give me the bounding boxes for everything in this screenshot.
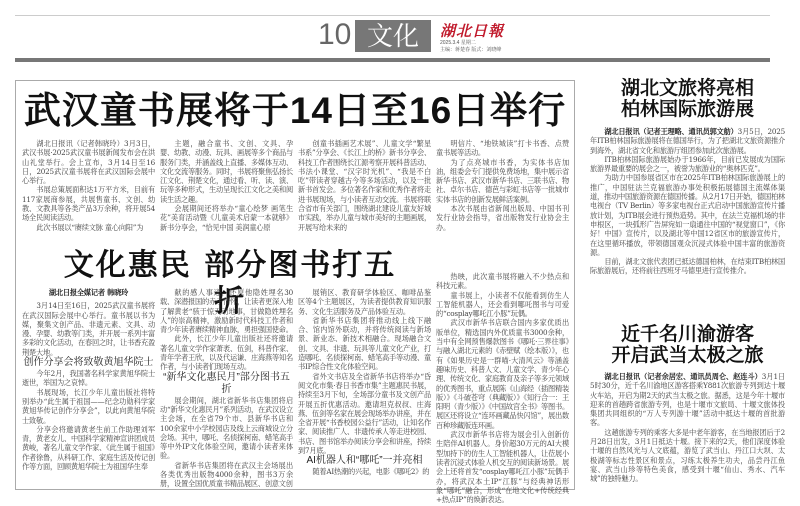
paragraph: ITB柏林国际旅游展始办于1966年，目前已发展成为国际旅游界最重要的展会之一，被誉为旅游业的“奥林匹克”。 [590, 154, 785, 174]
paragraph: 展会期间，湖北省新华书店集团将启动“新华文化惠民月”系列活动，在武汉设立主会场，在全省79个市、县新华书店和100余家中小学校园店及线上云商城设立分会场。其中，哪吒、名侦探柯南、蜡笔高手等中外IP文化体验空间，邀请小读者来体验。 [160, 395, 293, 461]
page-number: 10 [318, 18, 352, 51]
main-col-2 [160, 139, 293, 232]
paragraph: 献的感人事迹，还原他隐姓埋名30载、深潜报国的赤子情怀，让读者更深入地了解黄老“骇于惊天动地事，甘做隐姓埋名人”的崇高精神，激励新时代科技工作者和青少年读者赓续精神血脉，勇担强国使命。 [160, 288, 293, 335]
second-col-2 [160, 288, 293, 489]
paragraph: 本次书展由省新闻出版局、中国书刊发行业协会指导，省出版物发行业协会主办。 [436, 204, 569, 232]
paragraph: 3月14日至16日，2025武汉童书展将在武汉国际会展中心举行。童书展以书为媒，聚集文创产品、非遗元素、文具、动漫、孕婴、幼教等门类，并开展一系列丰富多彩的文化活动，在春回之时，让书香充盈荆楚大地。 [22, 301, 155, 357]
masthead-meta [440, 40, 501, 53]
sidebar-body-1 [590, 127, 785, 276]
section-label: 文化 [355, 20, 431, 52]
paragraph: 书展现场，长江少年儿童出版社将特别举办“此生属于祖国——纪念功勋科学家黄旭华传记创作分享会”，以此向黄旭华院士致敬。 [22, 387, 155, 425]
issue-date: 2025.3.4 星期二 [440, 40, 476, 46]
paragraph: 省新华书店集团将在武汉主会场展出各类优秀出版物4000余种，图书3万余册，设置全国优质童书精品展区、创意文创 [160, 460, 293, 489]
lead-text: 3月1日5时30分，近千名川渝地区游客搭乘Y881次旅游专列到达十堰火车站，开启为期2天的武当太极之旅。据悉，这是今年十堰市迎来的首趟跨省旅游专列，也是十堰市文旅局、十堰文旅体投集团共同组织的“万人专列游十堰”活动中抵达十堰的首批游客。 [590, 372, 785, 428]
top-rule [15, 15, 770, 16]
byline: 湖北日报全媒记者 韩晓玲 [48, 288, 129, 297]
main-col-4 [436, 139, 569, 232]
lead-text: 3月5日，2025年ITB柏林国际旅游展将在德国举行，为了把湖北文旅资源推介到海外，湖北省文化和旅游厅组团参加此次旅游展。 [590, 127, 786, 155]
second-col-1 [22, 288, 155, 471]
paragraph: 湖北日报讯（记者韩晓玲）3月3日，武汉书展·2025武汉童书展新闻发布会在洪山礼堂举行。会上宣布，3月14日至16日，2025武汉童书展将在武汉国际会展中心举行。 [22, 139, 155, 186]
subheading: “新华文化惠民月”部分图书五折 [163, 371, 290, 395]
paragraph: 此次书展以“赓续文脉 童心向阳”为 [36, 222, 144, 232]
main-col-1 [22, 139, 155, 232]
sidebar-headline-1b: 柏林国际旅游展 [620, 98, 754, 120]
paragraph: 童书展上，小读者不仅能看到仿生人工智能机器人，还会看到哪吒图书与可爱的“cosplay哪吒江小豚”玩偶。 [436, 290, 569, 319]
paragraph: 武汉市新华书店将为展会引入创新仿生陪伴AI机器人。身价超30万元的AI大模型加持下的仿生人工智能机器人，让莅展小读者沉浸式体验人机交互的阅读新场景。展会上还将首发“cosplay哪吒江小豚”玩偶手办，将武汉本土IP“江豚”与经典神话形象“哪吒”融合，形成“在地文化+传统经典+热点IP”的焕新表达。 [436, 430, 569, 505]
paragraph: 书展总策展面积达1万平方米，目前有117家展商参展，共展售童书、文创、幼教、文教具等各类产品3万余种，将开展54场全民阅读活动。 [22, 185, 155, 223]
byline: 湖北日报讯（记者王理略、通讯员郭文舫） [604, 127, 738, 136]
second-headline: 文化惠民 部分图书打五折 [63, 248, 397, 319]
editors: 主编：蒋楚春 版式：刘晓峰 [440, 46, 502, 53]
paragraph: 主题，融合童书、文创、文具、孕婴、幼教、动漫、玩具、画展等多个商品与服务门类，并涵盖线上直播、多媒体互动、文化交流等服务。同时，书展将聚焦弘扬长江文化、荆楚文化，通过看、听、读、演、玩等多种形式，生动呈现长江文化之美和阅读生活之趣。 [160, 139, 293, 204]
paragraph: 创童书插画艺术展”、儿童文学“繁星书系”分享会、《长江上的桥》新书分享会、科技工作者围绕长江源考察开展科普活动、书法小课堂、“汉字时光机”、“我是不白吃”带读者穿越古今等多场活动，以及一批新书首发会。多位著名作家和优秀作者将走进书展现场，与小读者互动交流。书展将联合省市有关部门，围绕湖北建设儿童友好城市实践，举办儿童与城市美好的主题画展，开展写给未来的 [298, 139, 431, 232]
paragraph: 省外文书店及全省新华书店将举办“昏阅文化市集·春日书香市集”主题惠民书展，持续至3月下旬，全场部分童书及文创产品开展五折优惠活动。邀请坦克叔叔、庄海燕、伍剑等名家在展会现场举办讲座，并在全省开展“书香校园公益行”活动，让知名作家、阅读推广人、非遗传承人等走进校园、书店、图书馆举办阅读分享会和讲座，持续到7月底。 [298, 371, 431, 456]
paragraph: 热映，此次童书展将融入不少热点和科技元素。 [436, 272, 569, 291]
byline: 湖北日报讯（记者余居宏、通讯员周仑、赵连斗） [604, 372, 762, 381]
paragraph: 这趟旅游专列的乘客大多是中老年游客，在当地报团后于2月28日出发，3月1日抵达十堰。接下来的2天，他们深度体验十堰的自然风光与人文底蕴，游览了武当山、丹江口大坝、太极湖等标志性景区和景点，习练太极养生功夫，品尝丹江鱼宴、武当山珍等特色美食，感受到十堰“仙山、秀水、汽车城”的独特魅力。 [590, 427, 785, 484]
paragraph: 今年2月，我国著名科学家黄旭华院士逝世，举国为之哀悼。 [22, 369, 155, 388]
paragraph: 展销区、教育研学体验区、咖啡品鉴区等4个主题展区，为读者提供教育知识服务、文化生活服务及产品体验互动。 [298, 288, 431, 316]
paragraph: 分享会将邀请黄老生前工作助理刘军青，黄老女儿、中国科学家精神宣讲团成员黄峻，著名儿童文学作家、《此生属于祖国》作者徐鲁，从科研工作、家庭生活及传记创作等方面，回顾黄旭华院士为祖国华生奉 [22, 424, 155, 472]
paragraph: 武汉市新华书店联合国内多家优质出版单位，精选国内外优质童书3000余种，当中有全网预售爆款图书《哪吒·三界往事》与融入湖北元素的《赤壁赋（绘本版）》，也有《如果历史是一群喵·大清风云》等涵盖趣味历史、科普人文、儿童文学、青少年心理、传统文化、家庭教育及亲子等多元领域的优秀图书，重点展陈《山海经（插图精装版）》《斗破苍穹（典藏版）》《知行合一：王阳明（青少版）》《中国故宫全书》等图书。展区还将设立“连环画藏品快闪馆”，展出数百种珍藏版连环画。 [436, 318, 569, 430]
paragraph: 会展期间还将举办“童心绘梦 画笔生花”美育活动暨《儿童美术启蒙一本就够》新书分享会，“恰见中国 美润童心原 [160, 204, 293, 232]
header-divider [15, 58, 770, 62]
paragraph: 目前，湖北文旅代表团已抵达德国柏林，在结束ITB柏林国际旅游展后，还将前往西班牙马德里进行宣传推介。 [590, 257, 785, 276]
sidebar-article-1 [590, 78, 785, 276]
newspaper-logo: 湖北日報 [440, 22, 505, 40]
paragraph: 省新华书店集团将推动线上线下融合、馆内馆外联动，并将传统阅读与新场景、新业态、新技术相融合。现场融合文创、文具、非遗、玩具等儿童文化产业，打造哪吒、名侦探柯南、蜡笔高手等动漫、童书IP综合性文化体验空间。 [298, 315, 431, 372]
main-headline: 武汉童书展将于14日至16日举行 [23, 90, 567, 131]
sidebar-headline-2b: 开启武当太极之旅 [611, 344, 764, 366]
paragraph: 明信片、“地铁城读”打卡书香、点赞童书展等活动。 [436, 139, 569, 158]
paragraph: 为助力中国参展省区市在2025年ITB柏林国际旅游展上的推广，中国驻法兰克福旅游办事处积极拓展德国主流媒体渠道，推动中国旅游资源在德国传播。从2月17日开始，德国柏林电视台（TV Berlin）等多家电视台正式启动中国旅游宣传片播放计划，为ITB展会进行预热造势。其中，在法兰克福机场的非申根区，一块弧形广告屏宛如一扇通往中国的“视觉窗口”，《你好！中国》宣传片，以及湖北等中国12省区市的旅游宣传片，在这里循环播放，带领德国观众沉浸式体验中国丰富的旅游资源。 [590, 173, 785, 257]
sidebar-headline-1a: 湖北文旅将亮相 [620, 77, 754, 99]
second-col-3 [298, 288, 431, 477]
subheading: AI机器人和“哪吒”一并亮相 [306, 455, 423, 467]
sidebar-body-2 [590, 372, 785, 484]
paragraph: 为了点亮城市书香，为实体书店加油，组委会专门提供免费场地，集中展示省新华书店、武汉市新华书店、三联书店、物社、卓尔书店、德芭与彩虹书店等一批城市实体书店的创新发展鲜活案例。 [436, 157, 569, 204]
paragraph: 随着AI热潮的兴起，电影《哪吒2》的 [312, 467, 430, 477]
sidebar-headline-2a: 近千名川渝游客 [620, 323, 754, 345]
second-col-4 [436, 272, 569, 504]
subheading: 创作分享会将致敬黄旭华院士 [23, 357, 154, 369]
paragraph: 此外，长江少年儿童出版社还将邀请著名儿童文学作家萧袤、伍剑，科普作家、青年学者王欣，以及代运谦、庄海燕等知名作者，与小读者们现场互动。 [160, 334, 293, 372]
main-col-3 [298, 139, 431, 232]
sidebar-article-2 [590, 324, 785, 484]
